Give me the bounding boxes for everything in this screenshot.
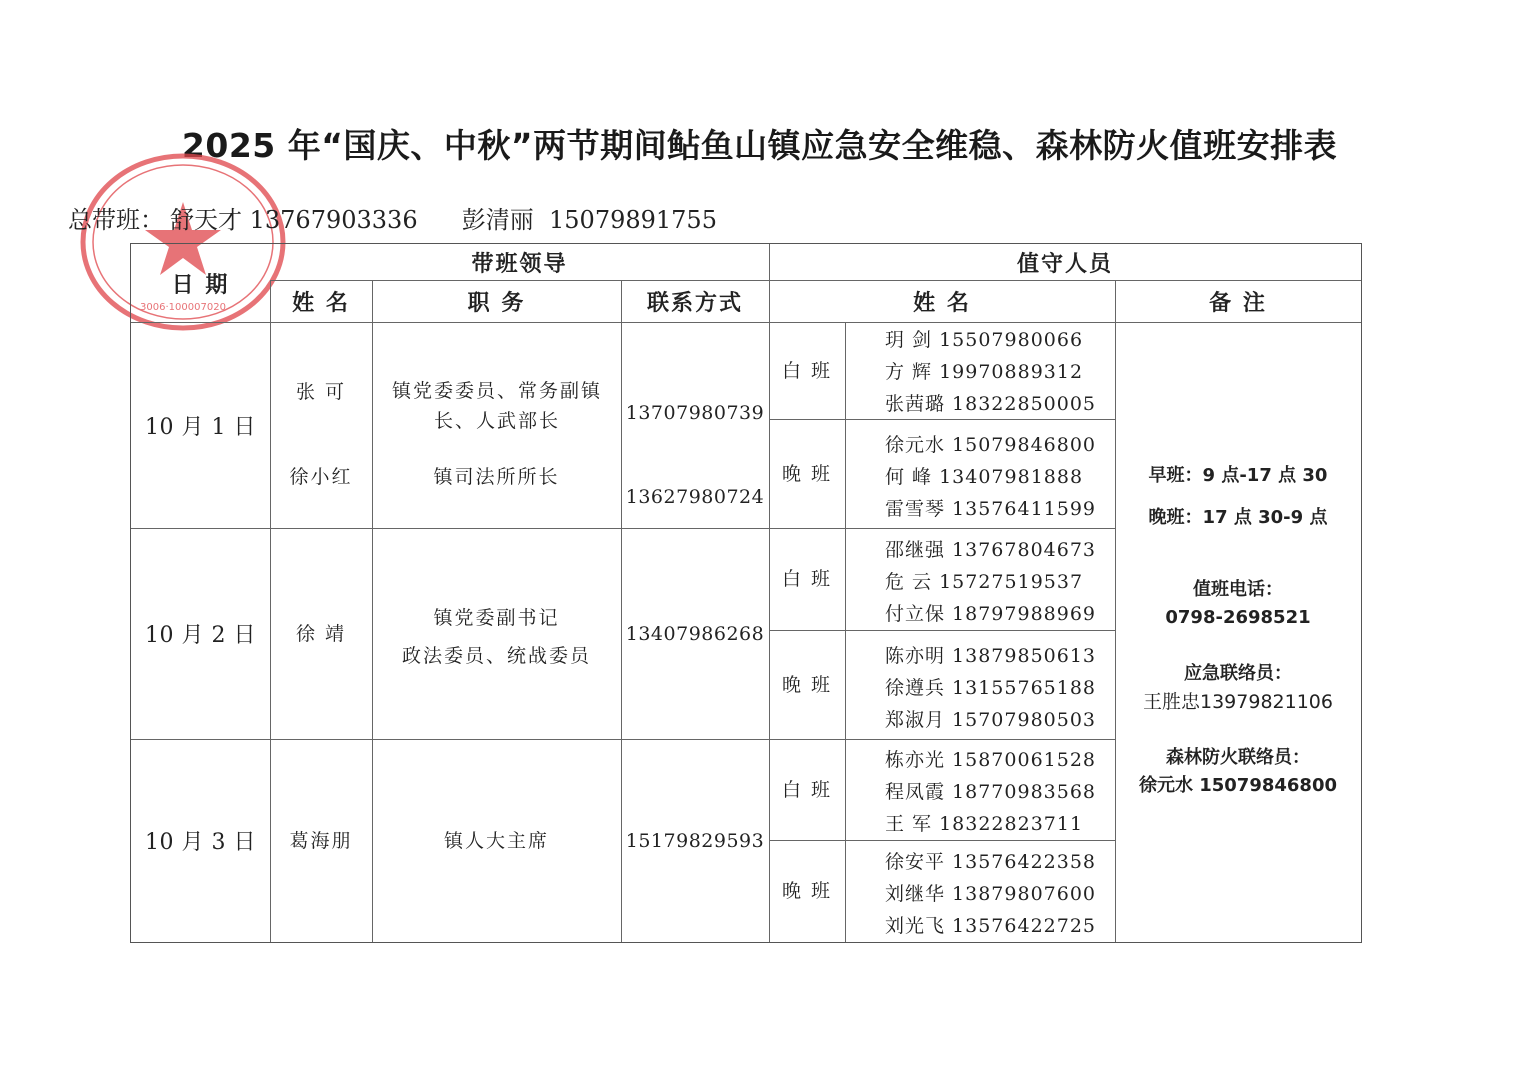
row-1-night-staff-3: 雷雪琴 13576411599 (885, 498, 1097, 520)
row-1-leader-1-phone: 13707980739 (625, 402, 765, 424)
overall-leaders (68, 200, 723, 235)
remarks-fire-label: 森林防火联络员： (1166, 747, 1310, 768)
overall-leader-1: 舒天才 13767903336 (170, 206, 418, 234)
row-3-night-staff-2: 刘继华 13879807600 (885, 883, 1097, 905)
header-lead-name: 姓 名 (292, 290, 350, 316)
remarks-early-shift: 早班：9 点-17 点 30 (1148, 465, 1328, 486)
header-date: 日 期 (171, 272, 230, 298)
remarks-emergency-contact: 王胜忠13979821106 (1143, 691, 1333, 713)
row-1-night-shift-label: 晚 班 (781, 462, 833, 485)
remarks-fire-contact: 徐元水 15079846800 (1138, 775, 1338, 796)
row-2-leader-1-position-line-1: 镇党委副书记 (433, 607, 560, 629)
remarks-duty-phone: 0798-2698521 (1165, 607, 1311, 628)
row-2-night-shift-label: 晚 班 (781, 673, 833, 696)
row-2-night-staff-1: 陈亦明 13879850613 (885, 645, 1097, 667)
row-3-leader-1-phone: 15179829593 (625, 829, 765, 852)
row-2-night-staff (845, 640, 1115, 739)
row-2-day-staff-2: 危 云 15727519537 (885, 571, 1084, 593)
remarks-duty-phone-label: 值班电话： (1193, 579, 1283, 600)
row-1-day-staff (845, 324, 1115, 419)
row-3-day-staff-1: 栋亦光 15870061528 (885, 749, 1097, 771)
svg-text:3006·100007020: 3006·100007020 (140, 302, 226, 313)
row-1-day-staff-3: 张茜璐 18322850005 (885, 393, 1097, 415)
row-3-leader-1-name: 葛海朋 (289, 829, 353, 852)
header-duty-name: 姓 名 (913, 290, 971, 316)
row-1-day-staff-1: 玥 剑 15507980066 (885, 329, 1084, 351)
header-lead-group: 带班领导 (471, 251, 568, 277)
row-3-leader-1-position: 镇人大主席 (443, 829, 549, 852)
duty-schedule-table (130, 243, 1362, 943)
row-1-day-staff-2: 方 辉 19970889312 (885, 361, 1084, 383)
row-2-day-shift-label: 白 班 (781, 568, 833, 590)
row-1-night-staff (845, 429, 1115, 528)
overall-leader-2: 彭清丽 15079891755 (461, 206, 717, 234)
remarks-late-shift: 晚班：17 点 30-9 点 (1148, 507, 1328, 528)
header-remarks: 备 注 (1209, 290, 1267, 316)
row-2-date: 10 月 2 日 (145, 623, 256, 648)
row-2-night-staff-2: 徐遵兵 13155765188 (885, 677, 1097, 699)
row-2-leader-1-name: 徐 靖 (295, 622, 347, 645)
header-lead-position: 职 务 (467, 290, 526, 316)
row-2-day-staff (845, 534, 1115, 630)
row-3-day-staff (845, 744, 1115, 840)
row-1-day-shift-label: 白 班 (781, 359, 833, 382)
row-3-night-shift-label: 晚 班 (781, 880, 833, 902)
row-1-leader-2-phone: 13627980724 (625, 486, 765, 508)
row-1-leader-2-position: 镇司法所所长 (433, 466, 560, 488)
remarks-cell (1115, 322, 1361, 942)
document-title: 2025 年“国庆、中秋”两节期间鲇鱼山镇应急安全维稳、森林防火值班安排表 (181, 126, 1338, 165)
row-2-leader-1-phone: 13407986268 (625, 622, 765, 645)
row-3-day-shift-label: 白 班 (781, 778, 833, 801)
row-1-night-staff-1: 徐元水 15079846800 (885, 434, 1097, 456)
overall-leader-label: 总带班： (68, 206, 164, 234)
row-3-night-staff-1: 徐安平 13576422358 (885, 851, 1097, 873)
row-2-day-staff-3: 付立保 18797988969 (885, 603, 1097, 625)
row-1-date: 10 月 1 日 (145, 414, 256, 440)
row-1-night-staff-2: 何 峰 13407981888 (885, 466, 1084, 488)
row-3-date: 10 月 3 日 (145, 830, 256, 855)
row-2-night-staff-3: 郑淑月 15707980503 (885, 709, 1097, 731)
row-3-day-staff-3: 王 军 18322823711 (885, 813, 1084, 835)
row-3-night-staff-3: 刘光飞 13576422725 (885, 915, 1097, 937)
row-3-day-staff-2: 程凤霞 18770983568 (885, 781, 1097, 803)
remarks-emergency-label: 应急联络员： (1184, 663, 1292, 684)
row-2-leader-1-position-line-2: 政法委员、统战委员 (401, 645, 591, 667)
row-2-day-staff-1: 邵继强 13767804673 (885, 539, 1097, 561)
header-duty-group: 值守人员 (1016, 251, 1113, 277)
header-lead-contact: 联系方式 (646, 290, 743, 316)
row-1-leader-2-name: 徐小红 (289, 466, 353, 488)
row-1-leader-1-position: 镇党委委员、常务副镇长、人武部长 (391, 380, 602, 432)
row-1-leader-1-name: 张 可 (295, 381, 347, 403)
row-3-night-staff (845, 846, 1115, 942)
